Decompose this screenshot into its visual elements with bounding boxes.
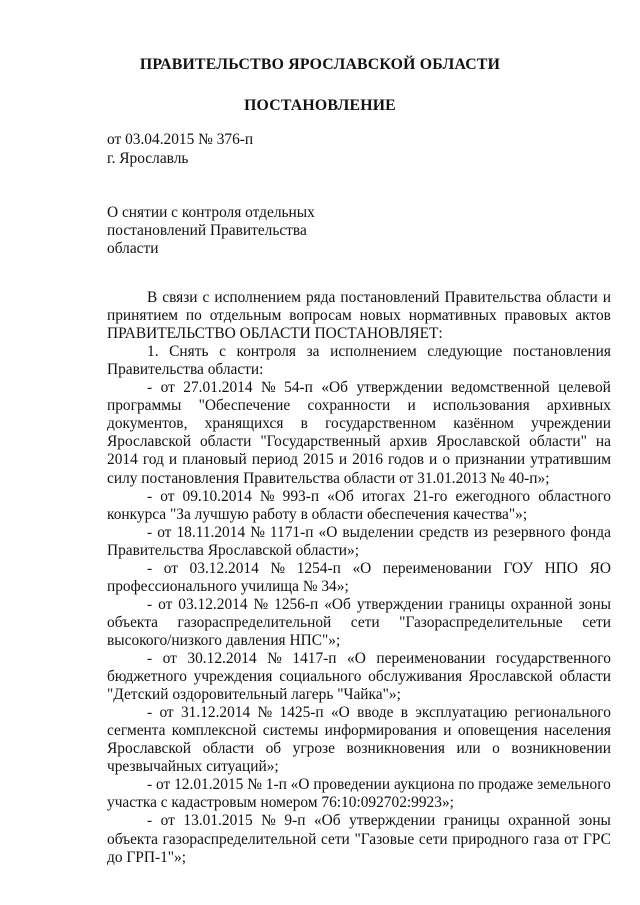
body-text-line: высокого/низкого давления НПС"»; xyxy=(107,631,341,649)
body-text-line: участка с кадастровым номером 76:10:092702:9923»; xyxy=(107,794,454,812)
body-text-line: конкурса "За лучшую работу в области обеспечения качества"»; xyxy=(107,505,528,523)
document-city: г. Ярославль xyxy=(107,150,189,167)
subject-line: постановлений Правительства xyxy=(107,222,307,239)
body-text-line: сегмента комплексной системы информирования и оповещения населения xyxy=(107,722,611,740)
body-text-line: чрезвычайных ситуаций»; xyxy=(107,758,279,776)
body-text-line: - от 09.10.2014 № 993-п «Об итогах 21-го ежегодного областного xyxy=(147,487,611,505)
body-text-line: - от 03.12.2014 № 1254-п «О переименовании ГОУ НПО ЯО xyxy=(147,559,611,577)
body-text-line: - от 30.12.2014 № 1417-п «О переименовании государственного xyxy=(147,650,611,667)
body-text-line: объекта газораспределительной сети "Газовые сети природного газа от ГРС xyxy=(107,830,611,848)
body-text-line: - от 27.01.2014 № 54-п «Об утверждении ведомственной целевой xyxy=(147,379,611,397)
document-date-number: от 03.04.2015 № 376-п xyxy=(107,131,254,148)
body-text-line: принятием по отдельным вопросам новых нормативных правовых актов xyxy=(107,307,611,325)
body-text-line: - от 03.12.2014 № 1256-п «Об утверждении границы охранной зоны xyxy=(147,595,611,613)
government-title: ПРАВИТЕЛЬСТВО ЯРОСЛАВСКОЙ ОБЛАСТИ xyxy=(139,56,501,73)
body-text-line: профессионального училища № 34»; xyxy=(107,577,349,595)
body-text-line: силу постановления Правительства области от 31.01.2013 № 40-п»; xyxy=(107,469,550,487)
body-text-line: 1. Снять с контроля за исполнением следующие постановления xyxy=(147,343,611,361)
body-text-line: документов, хранящихся в государственном казённом учреждении xyxy=(107,415,611,433)
body-text-line: Правительства области: xyxy=(107,361,264,379)
body-text-line: В связи с исполнением ряда постановлений Правительства области и xyxy=(147,289,611,306)
body-text-line: Ярославской области "Государственный архив Ярославской области" на xyxy=(107,433,611,451)
body-text-line: - от 13.01.2015 № 9-п «Об утверждении границы охранной зоны xyxy=(147,812,611,830)
subject-line: О снятии с контроля отдельных xyxy=(107,204,315,221)
body-text-line: "Детский оздоровительный лагерь "Чайка"»; xyxy=(107,686,401,704)
body-text-line: Правительства Ярославской области»; xyxy=(107,541,359,559)
body-text-line: - от 12.01.2015 № 1-п «О проведении аукциона по продаже земельного xyxy=(147,776,611,794)
body-text-line: бюджетного учреждения социального обслуживания Ярославской области xyxy=(107,668,611,686)
body-text-line: - от 18.11.2014 № 1171-п «О выделении средств из резервного фонда xyxy=(147,523,611,541)
subject-line: области xyxy=(107,240,159,257)
body-text-line: до ГРП-1"»; xyxy=(107,848,187,866)
document-type-title: ПОСТАНОВЛЕНИЕ xyxy=(244,97,396,114)
body-text-line: Ярославской области об угрозе возникновения или о возникновении xyxy=(107,740,611,758)
body-text-line: - от 31.12.2014 № 1425-п «О вводе в эксплуатацию регионального xyxy=(147,704,611,722)
body-text-line: 2014 год и плановый период 2015 и 2016 годов и о признании утратившим xyxy=(107,451,611,469)
body-text-line: ПРАВИТЕЛЬСТВО ОБЛАСТИ ПОСТАНОВЛЯЕТ: xyxy=(107,325,443,343)
body-text-line: объекта газораспределительной сети "Газораспределительные сети xyxy=(107,613,611,631)
body-text-line: программы "Обеспечение сохранности и использования архивных xyxy=(107,397,611,415)
